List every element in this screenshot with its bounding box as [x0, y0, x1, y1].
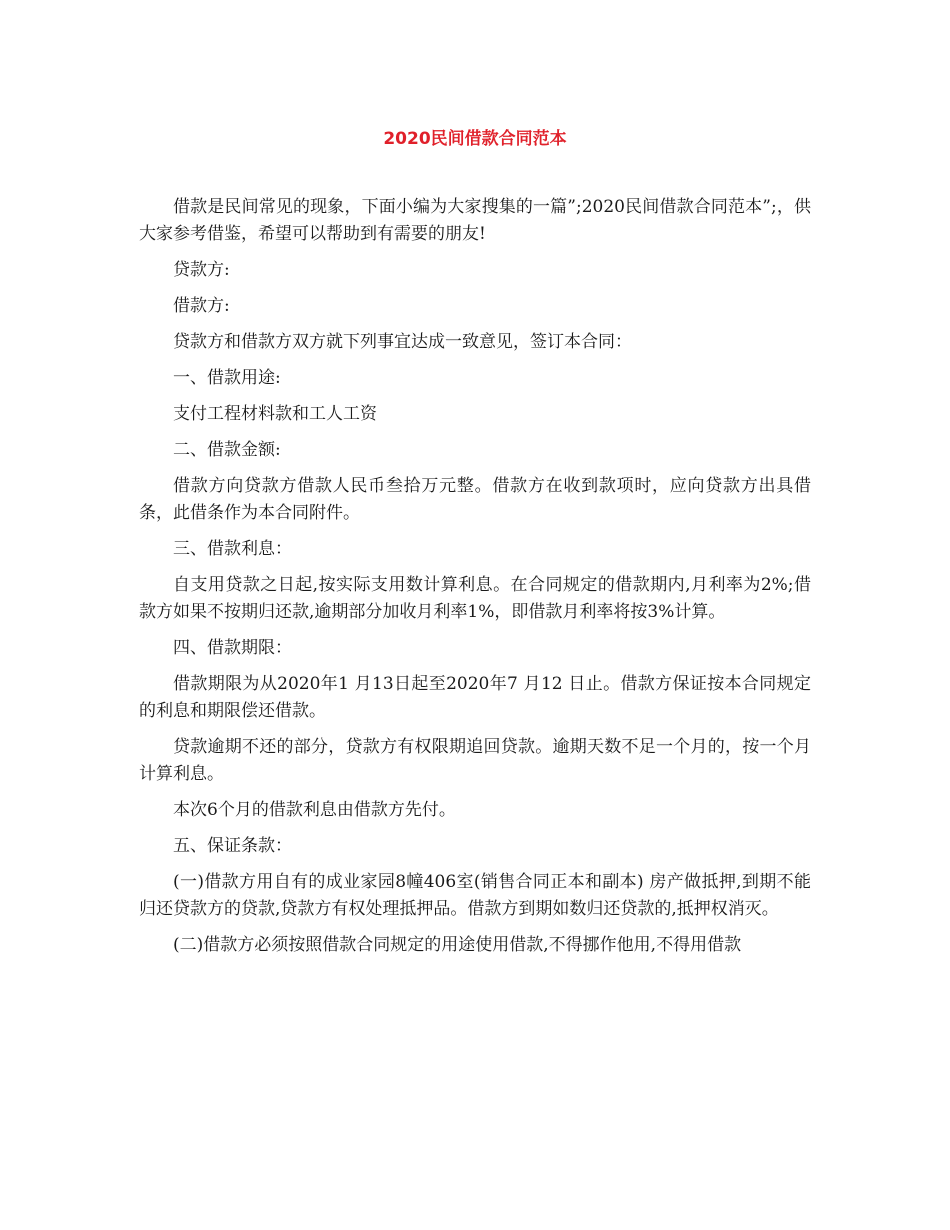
- paragraph-guarantee-1: (一)借款方用自有的成业家园8幢406室(销售合同正本和副本) 房产做抵押,到期不能归还贷款方的贷款,贷款方有权处理抵押品。借款方到期如数归还贷款的,抵押权消灭。: [139, 872, 811, 919]
- paragraph-purpose: 支付工程材料款和工人工资: [173, 404, 377, 424]
- section-heading-guarantee: 五、保证条款：: [173, 836, 292, 856]
- section-heading-purpose: 一、借款用途:: [173, 368, 281, 388]
- paragraph-amount: 借款方向贷款方借款人民币叁拾万元整。借款方在收到款项时，应向贷款方出具借条，此借条作为本合同附件。: [139, 476, 811, 523]
- paragraph-lender: 贷款方:: [173, 260, 230, 280]
- section-heading-interest: 三、借款利息：: [173, 539, 292, 559]
- document-body: [139, 194, 811, 968]
- paragraph-agreement: 贷款方和借款方双方就下列事宜达成一致意见，签订本合同：: [173, 332, 632, 352]
- section-heading-term: 四、借款期限：: [173, 638, 292, 658]
- paragraph-interest: 自支用贷款之日起,按实际支用数计算利息。在合同规定的借款期内,月利率为2%;借款方如果不按期归还款,逾期部分加收月利率1%，即借款月利率将按3%计算。: [139, 575, 811, 622]
- paragraph-overdue: 贷款逾期不还的部分，贷款方有权限期追回贷款。逾期天数不足一个月的，按一个月计算利息。: [139, 737, 811, 784]
- paragraph-prepaid-interest: 本次6个月的借款利息由借款方先付。: [173, 800, 456, 820]
- paragraph-term: 借款期限为从2020年1 月13日起至2020年7 月12 日止。借款方保证按本合同规定的利息和期限偿还借款。: [139, 674, 811, 721]
- paragraph-guarantee-2: (二)借款方必须按照借款合同规定的用途使用借款,不得挪作他用,不得用借款: [173, 935, 742, 955]
- section-heading-amount: 二、借款金额:: [173, 440, 281, 460]
- paragraph-intro: 借款是民间常见的现象，下面小编为大家搜集的一篇”;2020民间借款合同范本”;，供大家参考借鉴，希望可以帮助到有需要的朋友!: [139, 197, 811, 244]
- document-title: 2020民间借款合同范本: [383, 129, 567, 149]
- paragraph-borrower: 借款方:: [173, 296, 230, 316]
